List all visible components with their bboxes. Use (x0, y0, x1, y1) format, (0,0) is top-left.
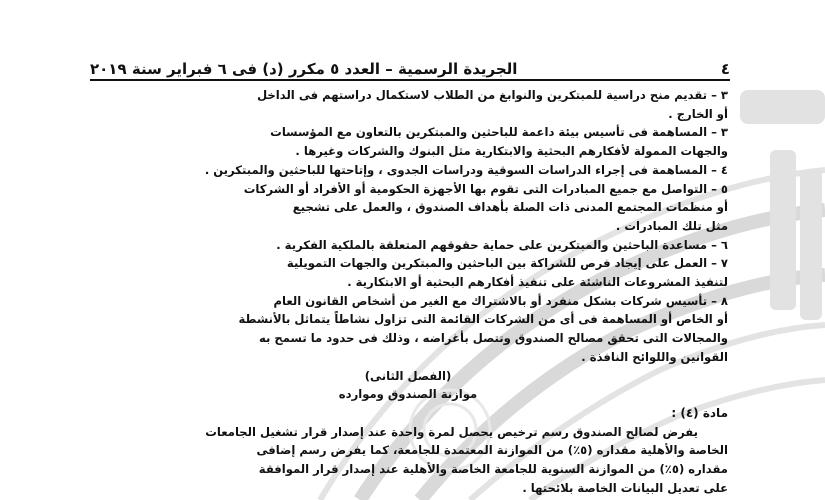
article-label: مادة (٤) : (671, 405, 728, 420)
article-text-line: مقداره (٥٪) من الموازنة السنوية للجامعة الخاصة والأهلية عند إصدار قرار الموافقة (258, 462, 728, 477)
page-header (90, 56, 730, 78)
header-divider (90, 79, 730, 81)
text-line: ٥ – التواصل مع جميع المبادرات التى تقوم بها الأجهزة الحكومية أو الأفراد أو الشركات (243, 181, 728, 196)
gazette-title: الجريدة الرسمية – العدد ٥ مكرر (د) فى ٦ فبراير سنة ٢٠١٩ (90, 60, 518, 78)
chapter-heading: (الفصل الثانى) (364, 368, 452, 383)
article-text-line: على تعديل البيانات الخاصة بلائحتها . (522, 480, 728, 495)
text-line: ٣ – تقديم منح دراسية للمبتكرين والنوابغ من الطلاب لاستكمال دراستهم فى الداخل (257, 88, 728, 102)
article-text-line: الخاصة والأهلية مقداره (٥٪) من الموازنة المعتمدة للجامعة، كما يفرض رسم إضافى (256, 443, 728, 458)
article-body (88, 86, 728, 497)
text-line: ٦ – مساعدة الباحثين والمبتكرين على حماية حقوقهم المتعلقة بالملكية الفكرية . (276, 237, 728, 252)
page-number: ٤ (720, 60, 730, 78)
text-line: أو منظمات المجتمع المدنى ذات الصلة بأهداف الصندوق ، والعمل على تشجيع (292, 200, 728, 215)
chapter-subheading: موازنة الصندوق وموارده (338, 387, 478, 402)
text-line: مثل تلك المبادرات . (615, 218, 728, 233)
text-line: ٧ – العمل على إيجاد فرص للشراكة بين الباحثين والمبتكرين والجهات التمويلية (286, 256, 728, 271)
text-line: ٨ – تأسيس شركات بشكل منفرد أو بالاشتراك مع الغير من أشخاص القانون العام (273, 293, 728, 308)
text-line: ٣ – المساهمة فى تأسيس بيئة داعمة للباحثين والمبتكرين بالتعاون مع المؤسسات (270, 125, 728, 140)
text-line: القوانين واللوائح النافذة . (581, 349, 728, 364)
text-line: أو الخارج . (668, 106, 728, 121)
text-line: ٤ – المساهمة فى إجراء الدراسات السوقية ودراسات الجدوى ، وإتاحتها للباحثين والمبتكرين . (204, 162, 728, 177)
text-line: لتنفيذ المشروعات الناشئة على تنفيذ أفكارهم البحثية أو الابتكارية . (347, 275, 728, 290)
text-line: أو الخاص أو المساهمة فى أى من الشركات القائمة التى تزاول نشاطاً يتماثل بالأنشطة (238, 312, 728, 327)
text-line: والجهات الممولة لأفكارهم البحثية والابتكارية مثل البنوك والشركات وغيرها . (295, 144, 728, 159)
text-line: والمجالات التى تحقق مصالح الصندوق وتتصل بأغراضه ، وذلك فى حدود ما تسمح به (258, 331, 728, 346)
article-text-line: يفرض لصالح الصندوق رسم ترخيص يحصل لمرة واحدة عند إصدار قرار تشغيل الجامعات (205, 424, 698, 439)
